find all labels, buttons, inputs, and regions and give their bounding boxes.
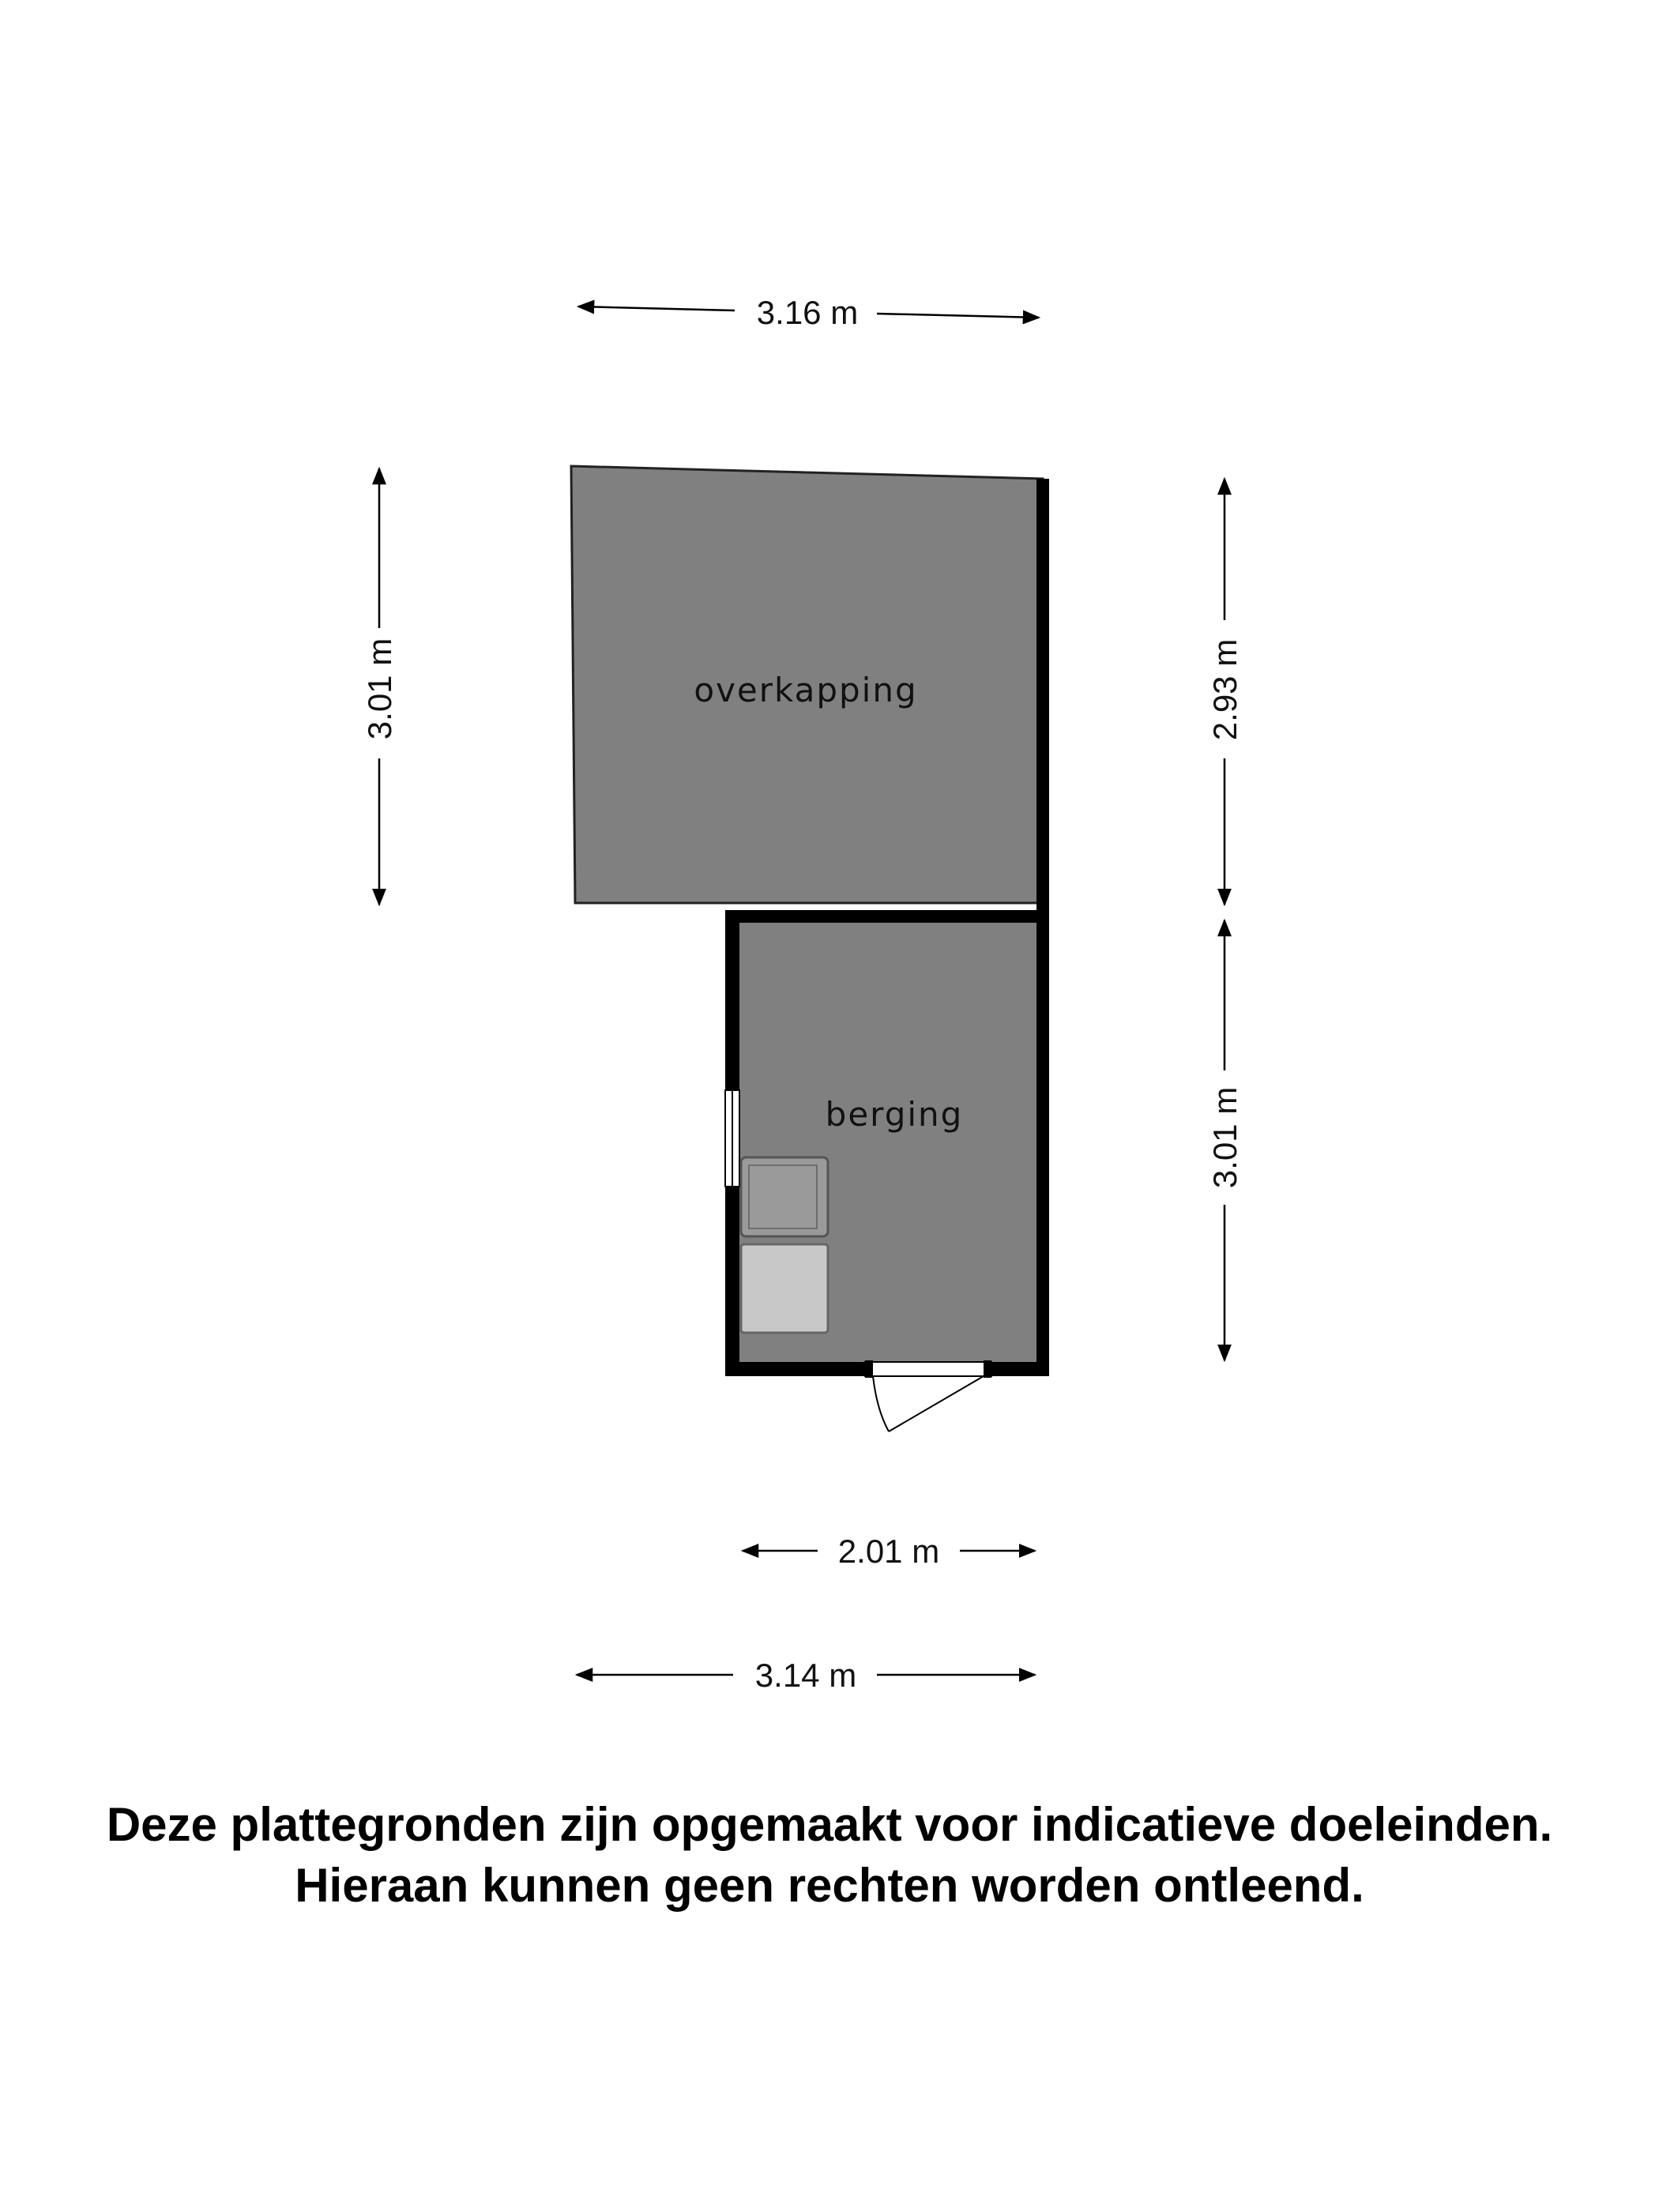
disclaimer-line-2: Hieraan kunnen geen rechten worden ontleend.: [295, 1859, 1364, 1912]
room-label-overkapping: overkapping: [694, 671, 918, 709]
disclaimer-line-1: Deze plattegronden zijn opgemaakt voor indicatieve doeleinden.: [106, 1798, 1553, 1851]
room-label-berging: berging: [825, 1095, 964, 1134]
door-opening: [865, 1362, 991, 1376]
door-swing-arc: [873, 1376, 889, 1431]
appliance-top: [741, 1157, 828, 1236]
dimension-bottom-inner-width: 2.01 m: [837, 1533, 940, 1570]
dimension-top-width: 3.16 m: [756, 294, 859, 331]
dimension-line-top: [578, 307, 735, 310]
overkapping-right-wall: [1036, 479, 1049, 918]
dimension-right-upper-height: 2.93 m: [1206, 638, 1243, 741]
dimension-bottom-outer-width: 3.14 m: [754, 1657, 857, 1694]
dimension-right-lower-height: 3.01 m: [1206, 1086, 1243, 1189]
appliance-bottom: [741, 1244, 828, 1333]
door-leaf: [889, 1376, 984, 1431]
dimension-left-height: 3.01 m: [361, 638, 398, 740]
